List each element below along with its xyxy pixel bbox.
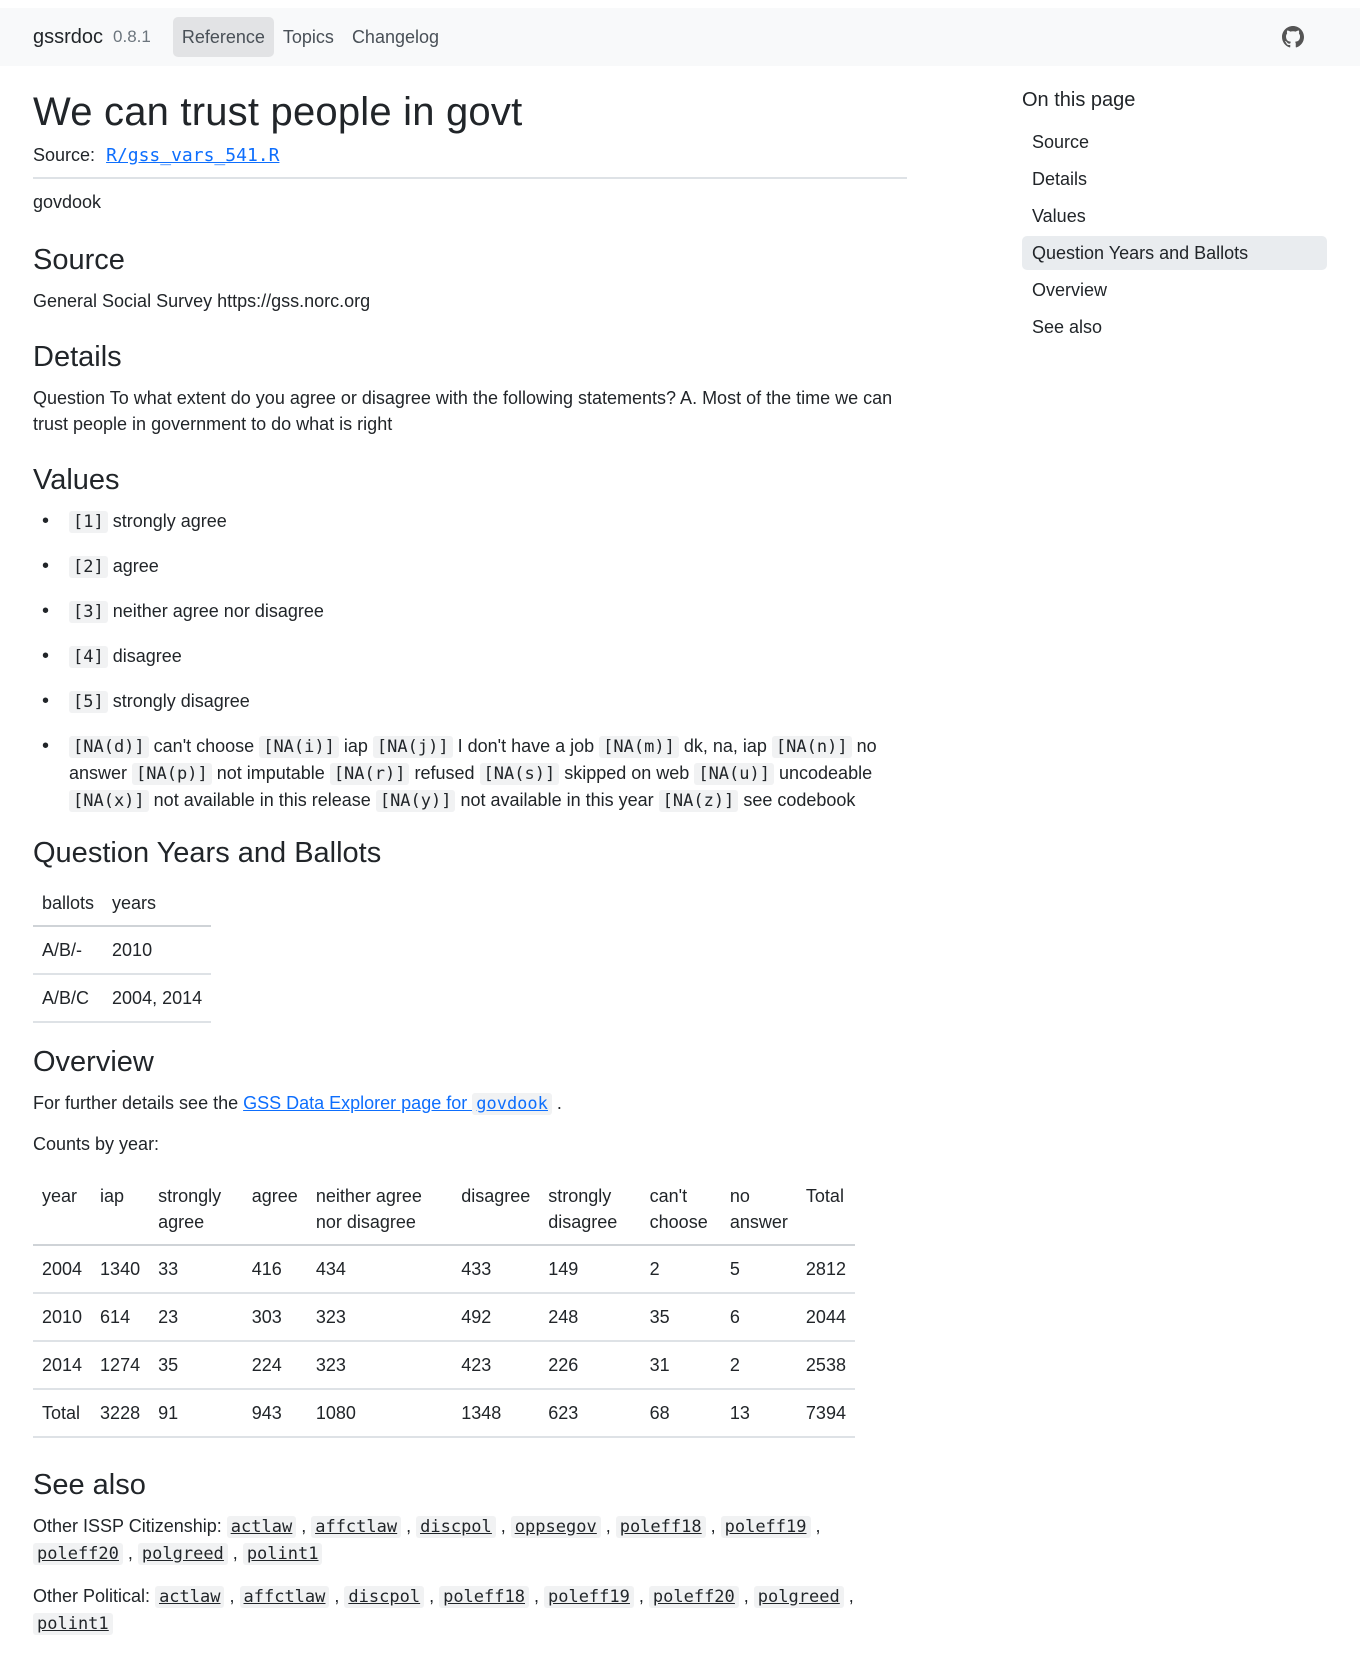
counts-column-header: strongly disagree	[539, 1175, 640, 1245]
ballots-heading: Question Years and Ballots	[33, 836, 382, 869]
counts-label: Counts by year:	[33, 1134, 160, 1155]
counts-column-header: agree	[243, 1175, 307, 1245]
see-also-link-code: poleff20	[33, 1543, 123, 1565]
source-heading: Source	[33, 244, 125, 277]
table-cell: 2538	[797, 1341, 855, 1389]
table-cell: 323	[307, 1293, 452, 1341]
overview-intro-suffix: .	[551, 1093, 562, 1114]
table-cell: 1080	[307, 1389, 452, 1437]
see-also-link-code: oppsegov	[511, 1516, 601, 1538]
table-cell: 224	[243, 1341, 307, 1389]
see-also-link-code: polgreed	[138, 1543, 228, 1565]
see-also-link-code: polint1	[243, 1543, 323, 1565]
toc-title: On this page	[1022, 89, 1136, 111]
missing-label: can't choose	[153, 735, 255, 756]
table-row	[33, 1389, 855, 1437]
value-code: [3]	[69, 601, 108, 623]
table-cell: 5	[721, 1245, 797, 1293]
value-label: neither agree nor disagree	[112, 600, 324, 621]
toc-item-see-also[interactable]: See also	[1032, 317, 1103, 337]
see-also-link[interactable]	[155, 1586, 224, 1606]
value-item	[33, 688, 907, 715]
toc-item-values[interactable]: Values	[1032, 206, 1086, 226]
table-cell: A/B/-	[33, 926, 103, 974]
see-also-link-code: polint1	[33, 1613, 113, 1635]
table-cell: 433	[452, 1245, 539, 1293]
table-cell: 614	[91, 1293, 149, 1341]
counts-table	[33, 1175, 855, 1438]
missing-label: refused	[414, 762, 475, 783]
toc-item-overview[interactable]: Overview	[1032, 280, 1108, 300]
missing-code: [NA(m)]	[599, 736, 679, 758]
toc-item-question-years-and-ballots[interactable]: Question Years and Ballots	[1022, 236, 1327, 270]
nav-menu	[173, 17, 448, 57]
table-cell: 35	[641, 1293, 721, 1341]
value-item-missing-codes	[33, 733, 907, 814]
counts-column-header: Total	[797, 1175, 855, 1245]
table-cell: 2014	[33, 1341, 91, 1389]
table-cell: 492	[452, 1293, 539, 1341]
table-cell: A/B/C	[33, 974, 103, 1022]
table-cell: 434	[307, 1245, 452, 1293]
toc-item-details[interactable]: Details	[1032, 169, 1088, 189]
see-also-link[interactable]	[311, 1516, 401, 1536]
counts-column-header: iap	[91, 1175, 149, 1245]
section-source	[33, 243, 907, 314]
section-see-also	[33, 1468, 907, 1637]
see-also-link[interactable]	[138, 1543, 228, 1563]
table-cell: 2044	[797, 1293, 855, 1341]
source-text: General Social Survey https://gss.norc.org	[33, 290, 371, 311]
navbar	[0, 8, 1360, 66]
overview-heading: Overview	[33, 1046, 154, 1079]
nav-item-topics[interactable]: Topics	[282, 26, 334, 47]
see-also-link[interactable]	[544, 1586, 634, 1606]
counts-column-header: disagree	[452, 1175, 539, 1245]
see-also-link[interactable]	[649, 1586, 739, 1606]
missing-label: uncodeable	[779, 762, 873, 783]
table-cell: 323	[307, 1341, 452, 1389]
see-also-link[interactable]	[33, 1613, 113, 1633]
value-item	[33, 508, 907, 535]
details-text: Question To what extent do you agree or disagree with the following statements? A. Most of the time we can trust people in government to do what is right	[33, 387, 893, 434]
table-cell: 2004, 2014	[103, 974, 211, 1022]
see-also-link[interactable]	[439, 1586, 529, 1606]
value-item	[33, 598, 907, 625]
table-row	[33, 974, 211, 1022]
see-also-link[interactable]	[33, 1543, 123, 1563]
table-cell: 248	[539, 1293, 640, 1341]
page-title: We can trust people in govt	[33, 90, 523, 134]
missing-code: [NA(d)]	[69, 736, 149, 758]
values-heading: Values	[33, 463, 120, 496]
version-label: 0.8.1	[113, 26, 151, 46]
see-also-group-label: Other Political:	[33, 1585, 151, 1606]
see-also-link-code: poleff18	[439, 1586, 529, 1608]
see-also-link-code: actlaw	[227, 1516, 296, 1538]
table-row	[33, 1293, 855, 1341]
table-cell: 23	[149, 1293, 243, 1341]
value-code: [5]	[69, 691, 108, 713]
see-also-link[interactable]	[721, 1516, 811, 1536]
table-cell: 31	[641, 1341, 721, 1389]
gss-explorer-link-text: GSS Data Explorer page for	[243, 1093, 473, 1114]
toc-items	[1022, 125, 1327, 344]
see-also-link-code: polgreed	[754, 1586, 844, 1608]
missing-code: [NA(j)]	[373, 736, 453, 758]
missing-code: [NA(u)]	[694, 763, 774, 785]
missing-code: [NA(z)]	[659, 790, 739, 812]
table-cell: 2812	[797, 1245, 855, 1293]
toc	[1022, 86, 1327, 347]
value-code: [2]	[69, 556, 108, 578]
see-also-link[interactable]	[227, 1516, 296, 1536]
see-also-link-code: poleff19	[544, 1586, 634, 1608]
section-values	[33, 463, 907, 814]
value-item	[33, 643, 907, 670]
table-cell: 13	[721, 1389, 797, 1437]
table-cell: 68	[641, 1389, 721, 1437]
table-cell: 3228	[91, 1389, 149, 1437]
table-cell: 149	[539, 1245, 640, 1293]
table-cell: 35	[149, 1341, 243, 1389]
value-code: [4]	[69, 646, 108, 668]
value-label: strongly agree	[112, 510, 227, 531]
gss-explorer-link[interactable]	[243, 1093, 552, 1113]
missing-label: I don't have a job	[457, 735, 595, 756]
table-cell: 1348	[452, 1389, 539, 1437]
table-cell: 303	[243, 1293, 307, 1341]
table-row	[33, 1245, 855, 1293]
github-icon[interactable]	[1282, 26, 1304, 48]
counts-column-header: no answer	[721, 1175, 797, 1245]
counts-column-header: can't choose	[641, 1175, 721, 1245]
table-cell: 1274	[91, 1341, 149, 1389]
see-also-group: Other Political: actlaw , affctlaw , discpol , poleff18 , poleff19 , poleff20 , polgreed , polint1	[33, 1585, 854, 1634]
table-cell: 2	[721, 1341, 797, 1389]
missing-code: [NA(y)]	[376, 790, 456, 812]
gss-explorer-link-code: govdook	[472, 1093, 552, 1115]
ballots-table	[33, 882, 211, 1023]
see-also-link-code: affctlaw	[311, 1516, 401, 1538]
table-cell: 2010	[33, 1293, 91, 1341]
missing-label: iap	[343, 735, 368, 756]
see-also-link-code: poleff18	[616, 1516, 706, 1538]
missing-label: not imputable	[216, 762, 325, 783]
table-cell: 226	[539, 1341, 640, 1389]
nav-item-changelog[interactable]: Changelog	[351, 26, 440, 47]
source-line	[33, 142, 907, 179]
missing-code: [NA(r)]	[330, 763, 410, 785]
value-item	[33, 553, 907, 580]
see-also-link-code: discpol	[344, 1586, 424, 1608]
table-cell: 416	[243, 1245, 307, 1293]
see-also-link-code: poleff20	[649, 1586, 739, 1608]
nav-item-reference[interactable]: Reference	[173, 17, 274, 57]
counts-column-header: strongly agree	[149, 1175, 243, 1245]
overview-intro-prefix: For further details see the	[33, 1093, 244, 1114]
missing-label: skipped on web	[564, 762, 690, 783]
toc-item-source[interactable]: Source	[1032, 132, 1090, 152]
source-label: Source:	[33, 145, 96, 165]
overview-intro	[33, 1090, 907, 1117]
see-also-link[interactable]	[243, 1543, 323, 1563]
value-label: disagree	[112, 645, 182, 666]
table-cell: 2004	[33, 1245, 91, 1293]
ballots-column-header: ballots	[33, 882, 103, 926]
variable-name: govdook	[33, 192, 102, 213]
missing-label: not available in this release	[153, 789, 371, 810]
table-cell: 2010	[103, 926, 211, 974]
see-also-groups	[33, 1513, 907, 1637]
missing-label: dk, na, iap	[683, 735, 767, 756]
details-heading: Details	[33, 340, 122, 373]
missing-code: [NA(n)]	[772, 736, 852, 758]
see-also-link[interactable]	[416, 1516, 496, 1536]
table-cell: 1340	[91, 1245, 149, 1293]
table-row	[33, 1341, 855, 1389]
missing-code: [NA(i)]	[259, 736, 339, 758]
value-code: [1]	[69, 511, 108, 533]
section-overview	[33, 1045, 907, 1438]
table-cell: 2	[641, 1245, 721, 1293]
counts-column-header: neither agree nor disagree	[307, 1175, 452, 1245]
table-cell: 7394	[797, 1389, 855, 1437]
see-also-link-code: discpol	[416, 1516, 496, 1538]
source-file-link[interactable]: R/gss_vars_541.R	[106, 145, 280, 166]
counts-column-header: year	[33, 1175, 91, 1245]
table-cell: 91	[149, 1389, 243, 1437]
table-cell: 6	[721, 1293, 797, 1341]
missing-code: [NA(x)]	[69, 790, 149, 812]
table-row	[33, 926, 211, 974]
see-also-link-code: affctlaw	[240, 1586, 330, 1608]
section-ballots	[33, 836, 907, 1024]
table-cell: 423	[452, 1341, 539, 1389]
missing-label: not available in this year	[460, 789, 654, 810]
section-details	[33, 340, 907, 437]
see-also-link[interactable]	[616, 1516, 706, 1536]
see-also-heading: See also	[33, 1469, 146, 1502]
see-also-link[interactable]	[344, 1586, 424, 1606]
see-also-link[interactable]	[754, 1586, 844, 1606]
brand-link[interactable]: gssrdoc	[33, 25, 104, 48]
value-label: strongly disagree	[112, 690, 250, 711]
ballots-column-header: years	[103, 882, 211, 926]
table-cell: 33	[149, 1245, 243, 1293]
table-cell: 623	[539, 1389, 640, 1437]
values-list	[33, 508, 907, 814]
missing-code: [NA(s)]	[480, 763, 560, 785]
missing-label: no answer	[69, 735, 877, 783]
see-also-group: Other ISSP Citizenship: actlaw , affctlaw , discpol , oppsegov , poleff18 , poleff19 , poleff20 , polgreed , polint1	[33, 1515, 821, 1564]
see-also-link[interactable]	[240, 1586, 330, 1606]
see-also-link-code: poleff19	[721, 1516, 811, 1538]
table-cell: 943	[243, 1389, 307, 1437]
table-cell: Total	[33, 1389, 91, 1437]
see-also-group-label: Other ISSP Citizenship:	[33, 1515, 222, 1536]
value-label: agree	[112, 555, 159, 576]
see-also-link-code: actlaw	[155, 1586, 224, 1608]
main-content	[33, 66, 907, 1637]
missing-code: [NA(p)]	[132, 763, 212, 785]
see-also-link[interactable]	[511, 1516, 601, 1536]
missing-label: see codebook	[743, 789, 856, 810]
